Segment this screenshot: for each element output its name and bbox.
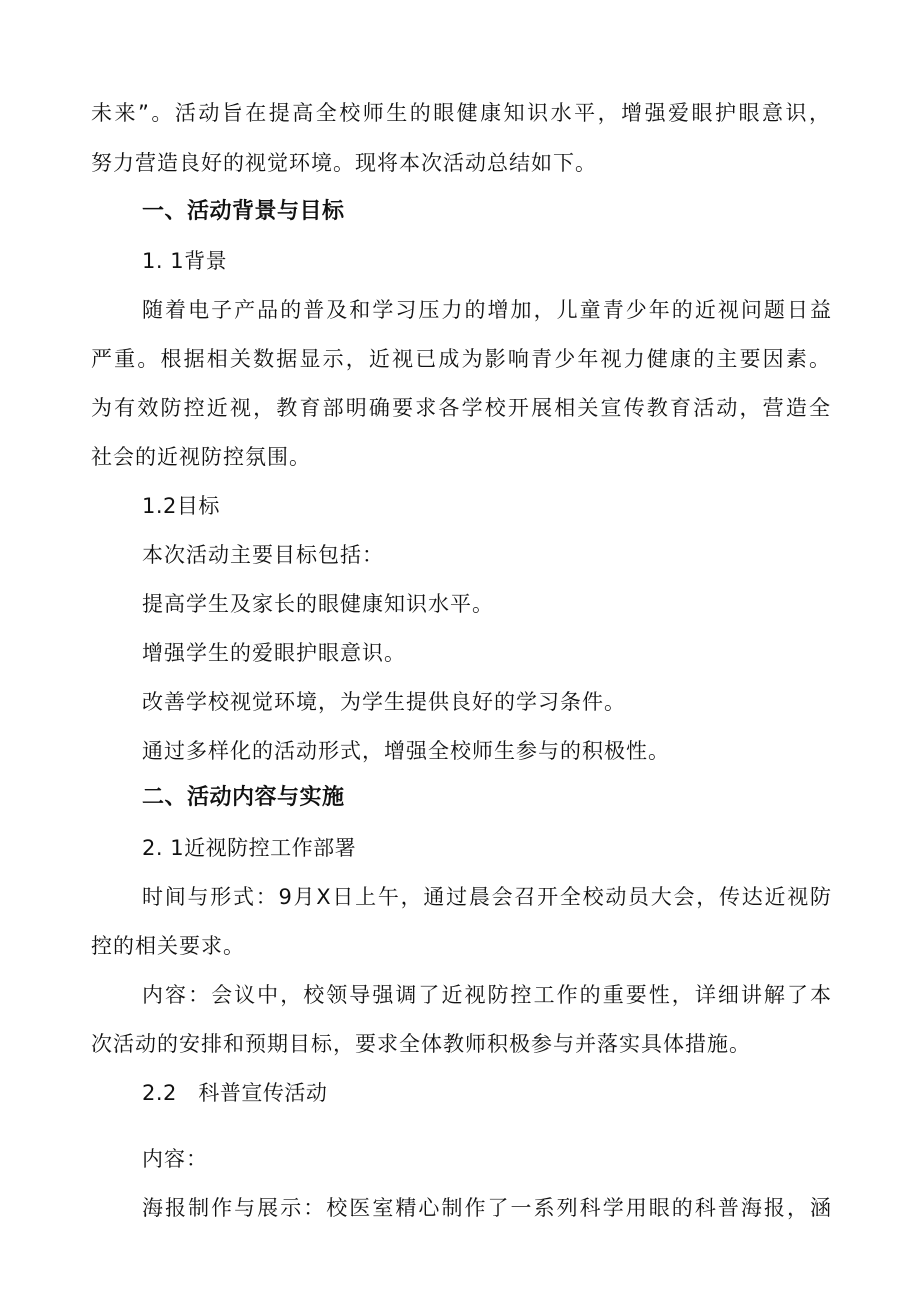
paragraph-line: 内容： xyxy=(142,1147,208,1171)
paragraph-line: 未来”。活动旨在提高全校师生的眼健康知识水平，增强爱眼护眼意识， xyxy=(91,101,831,125)
paragraph-line: 次活动的安排和预期目标，要求全体教师积极参与并落实具体措施。 xyxy=(91,1032,751,1056)
paragraph-line: 为有效防控近视，教育部明确要求各学校开展相关宣传教育活动，营造全 xyxy=(91,396,831,420)
paragraph-line: 严重。根据相关数据显示，近视已成为影响青少年视力健康的主要因素。 xyxy=(91,347,831,371)
subsection-heading-2-2: 2.2 科普宣传活动 xyxy=(142,1081,328,1105)
subsection-heading-1-2: 1.2目标 xyxy=(142,494,220,518)
list-item: 增强学生的爱眼护眼意识。 xyxy=(142,641,406,665)
paragraph-line: 控的相关要求。 xyxy=(91,934,245,958)
list-item: 改善学校视觉环境，为学生提供良好的学习条件。 xyxy=(142,690,626,714)
list-item: 通过多样化的活动形式，增强全校师生参与的积极性。 xyxy=(142,739,670,763)
paragraph-line: 努力营造良好的视觉环境。现将本次活动总结如下。 xyxy=(91,151,597,175)
subsection-heading-1-1: 1. 1背景 xyxy=(142,249,228,273)
section-heading-2: 二、活动内容与实施 xyxy=(142,785,345,810)
paragraph-line: 社会的近视防控氛围。 xyxy=(91,445,311,469)
paragraph-line: 时间与形式：9月X日上午，通过晨会召开全校动员大会，传达近视防 xyxy=(142,885,832,909)
list-item: 提高学生及家长的眼健康知识水平。 xyxy=(142,592,494,616)
paragraph-line: 本次活动主要目标包括： xyxy=(142,543,384,567)
subsection-heading-2-1: 2. 1近视防控工作部署 xyxy=(142,836,357,860)
paragraph-line: 内容：会议中，校领导强调了近视防控工作的重要性，详细讲解了本 xyxy=(142,983,832,1007)
section-heading-1: 一、活动背景与目标 xyxy=(142,199,345,224)
paragraph-line: 海报制作与展示：校医室精心制作了一系列科学用眼的科普海报，涵 xyxy=(142,1196,832,1220)
paragraph-line: 随着电子产品的普及和学习压力的增加，儿童青少年的近视问题日益 xyxy=(142,298,832,322)
